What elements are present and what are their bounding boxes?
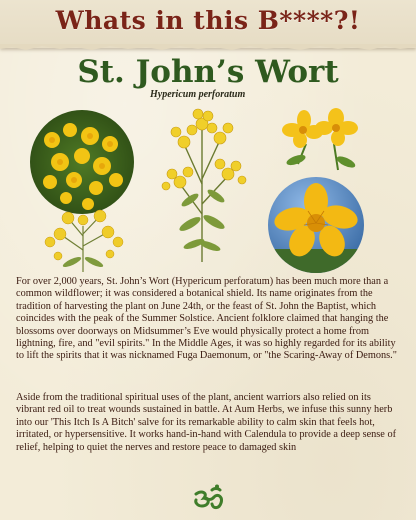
- botanical-illustration: [150, 104, 254, 264]
- flower-pair-photo: [276, 104, 368, 172]
- header-title: Whats in this B****?!: [55, 6, 361, 35]
- single-flower-photo: [268, 177, 364, 273]
- article-paragraph-history: For over 2,000 years, St. John’s Wort (Hypericum perforatum) has been much more than a common wildflower; it was considered a botanical shield. Its name originates from the tradition of harvesting the plant on June 24th, or the feast of St. John the Baptist, which coincides with the peak of the Summer Solstice. Ancient folklore claimed that hanging the blossoms over doorways on Midsummer’s Eve would physically protect a home from lightning, fire, and "evil spirits." In the Middle Ages, it was so highly regarded for its ability to lift the spirits that it was nicknamed Fuga Daemonum, or "the Scaring-Away of Demons.": [16, 276, 397, 362]
- plant-common-name: St. John’s Wort: [77, 54, 339, 90]
- torn-paper-edge: [0, 44, 416, 52]
- article-paragraph-uses: Aside from the traditional spiritual uses of the plant, ancient warriors also relied on its vibrant red oil to treat wounds sustained in battle. At Aum Herbs, we infuse this sunny herb into our 'This Itch Is A Bitch' salve for its remarkable ability to calm skin that feels hot, irritated, or hypersensitive. It works hand-in-hand with Calendula to provide a deep sense of relief, helping to quiet the nerves and restore peace to damaged skin: [16, 392, 397, 453]
- flower-cluster-photo: [30, 110, 134, 214]
- botanical-sketch: [38, 206, 128, 274]
- om-symbol-icon: [190, 484, 226, 516]
- plant-latin-name: Hypericum perforatum: [150, 89, 246, 100]
